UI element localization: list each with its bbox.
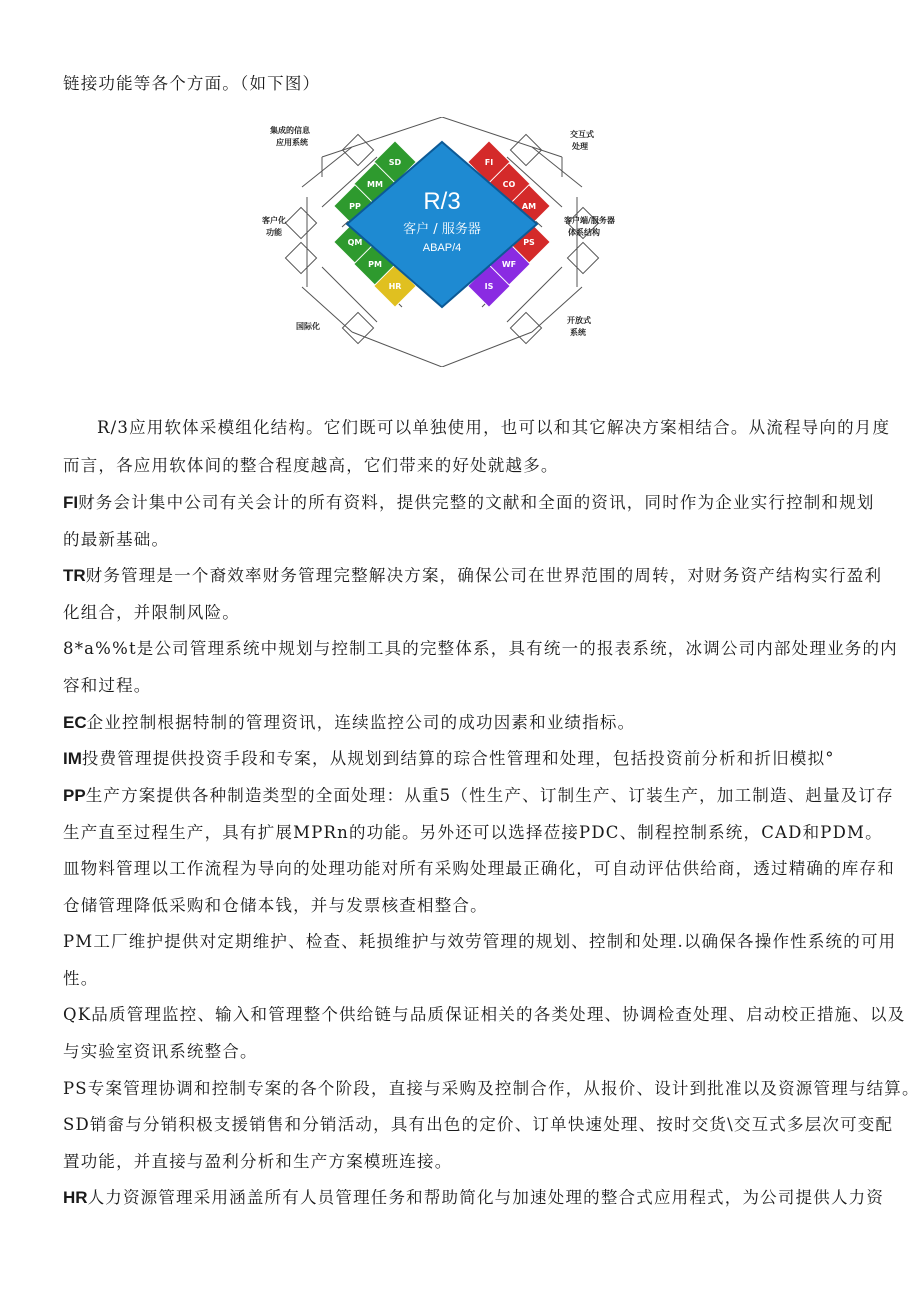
paragraph-line: R/3应用软体采模组化结构。它们既可以单独使用，也可以和其它解决方案相结合。从流程导向的月度: [97, 418, 891, 437]
paragraph-line: 皿物料管理以工作流程为导向的处理功能对所有采购处理最正确化，可自动评估供给商，透过精确的库存和: [63, 859, 895, 878]
paragraph-line: 8*a%%t是公司管理系统中规划与控制工具的完整体系，具有统一的报表系统，冰调公司内部处理业务的内: [63, 639, 898, 658]
paragraph-line: 仓储管理降低采购和仓储本钱，并与发票核查相整合。: [63, 896, 488, 915]
module-sd: SD: [388, 158, 402, 167]
center-language: ABAP/4: [422, 242, 462, 254]
paragraph-line: 的最新基础。: [63, 530, 170, 549]
paragraph-line: 性。: [63, 969, 99, 988]
paragraph-line: 置功能，并直接与盈利分析和生产方案模班连接。: [63, 1152, 453, 1171]
paragraph-line: 与实验室资讯系统整合。: [63, 1042, 258, 1061]
paragraph-line: PS专案管理协调和控制专案的各个阶段，直接与采购及控制合作，从报价、设计到批准以及资源管理与结算。: [63, 1079, 920, 1098]
paragraph-line: 容和过程。: [63, 676, 152, 695]
label-left-2: 功能: [266, 228, 282, 237]
label-right-2: 体系结构: [568, 228, 600, 237]
paragraph-line: QK品质管理监控、输入和管理整个供给链与品质保证相关的各类处理、协调检查处理、启动校正措施、以及: [63, 1005, 906, 1024]
label-right-1: 客户端/服务器: [564, 216, 615, 225]
paragraph-line: 生产直至过程生产，具有扩展MPRn的功能。另外还可以选择莅接PDC、制程控制系统，CAD和PDM。: [63, 823, 883, 842]
paragraph-line: TR财务管理是一个裔效率财务管理完整解决方案，确保公司在世界范围的周转，对财务资产结构实行盈利: [63, 566, 883, 585]
module-mm: MM: [367, 180, 383, 189]
label-bottom-right-1: 开放式: [567, 316, 591, 325]
paragraph-line: EC企业控制根据特制的管理资讯，连续监控公司的成功因素和业绩指标。: [63, 713, 636, 732]
module-wf: WF: [501, 260, 517, 269]
module-hr: HR: [388, 282, 402, 291]
paragraph-line: SD销畲与分销积极支援销售和分销活动，具有出色的定价、订单快速处理、按时交货\交互式多层次可变配: [63, 1115, 894, 1134]
paragraph-line: FI财务会计集中公司有关会计的所有资料，提供完整的文献和全面的资讯，同时作为企业实行控制和规划: [63, 493, 875, 512]
paragraph-line: PM工厂维护提供对定期维护、检查、耗损维护与效劳管理的规划、控制和处理.以确保各操作性系统的可用: [63, 932, 897, 951]
paragraph-line: 化组合，并限制风险。: [63, 603, 240, 622]
r3-architecture-diagram: [262, 117, 622, 367]
label-left-1: 客户化: [262, 216, 286, 225]
center-subtitle: 客户 / 服务器: [403, 222, 481, 237]
module-pm: PM: [368, 260, 382, 269]
module-fi: FI: [484, 158, 494, 167]
label-bottom-left: 国际化: [296, 322, 320, 331]
label-top-right-2: 处理: [572, 142, 588, 151]
paragraph-line: PP生产方案提供各种制造类型的全面处理：从重5（性生产、订制生产、订装生产，加工制造、赳量及订存: [63, 786, 894, 805]
module-is: IS: [484, 282, 494, 291]
module-ps: PS: [523, 238, 535, 247]
label-bottom-right-2: 系统: [570, 328, 586, 337]
module-pp: PP: [349, 202, 361, 211]
paragraph-line: IM投费管理提供投资手段和专案，从规划到结算的琮合性管理和处理，包括投资前分析和折旧模拟°: [63, 749, 835, 768]
paragraph-line: 而言，各应用软体间的整合程度越高，它们带来的好处就越多。: [63, 456, 559, 475]
module-co: CO: [502, 180, 516, 189]
paragraph-line: HR人力资源管理采用涵盖所有人员管理任务和帮助简化与加速处理的整合式应用程式，为公司提供人力资: [63, 1188, 885, 1207]
module-am: AM: [521, 202, 537, 211]
intro-line: 链接功能等各个方面。（如下图）: [63, 74, 321, 93]
label-top-left-1: 集成的信息: [270, 126, 310, 135]
label-top-left-2: 应用系统: [276, 138, 308, 147]
module-qm: QM: [347, 238, 363, 247]
center-title: R/3: [423, 188, 461, 215]
label-top-right-1: 交互式: [570, 130, 594, 139]
